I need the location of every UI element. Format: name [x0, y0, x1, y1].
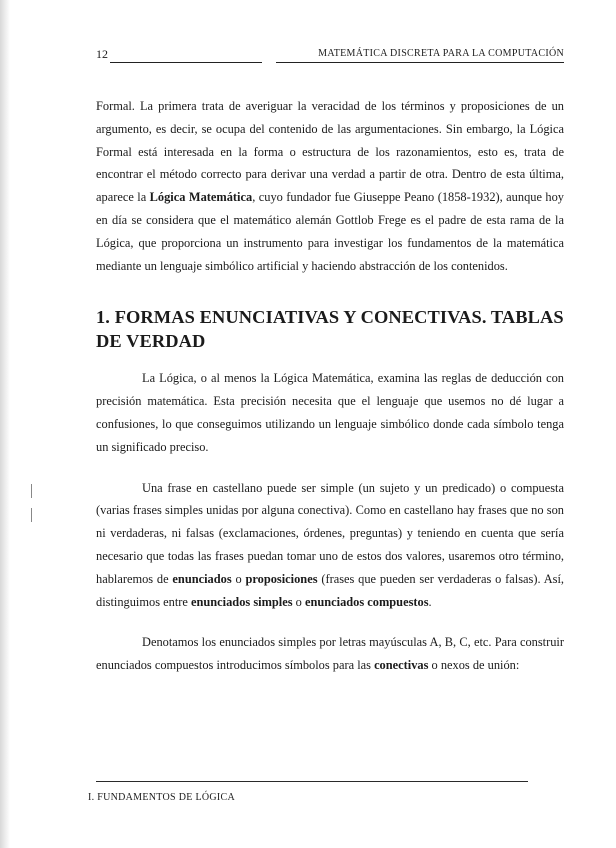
- term-enunciados: enunciados: [172, 571, 232, 586]
- notation-text-end: o nexos de unión:: [428, 658, 520, 673]
- term-proposiciones: proposiciones: [245, 571, 318, 586]
- sentences-text-4: o: [292, 594, 305, 609]
- term-enunciados-compuestos: enunciados compuestos: [304, 594, 429, 609]
- section-heading: 1. FORMAS ENUNCIATIVAS Y CONECTIVAS. TABLAS DE VERDAD: [96, 307, 564, 352]
- intro-paragraph: [96, 95, 564, 277]
- term-conectivas: conectivas: [374, 658, 429, 673]
- footer-rule: [96, 781, 528, 782]
- sentences-paragraph: [96, 477, 564, 614]
- running-header: [96, 44, 564, 64]
- page-number: 12: [96, 47, 108, 61]
- page-content: [96, 95, 564, 677]
- sentences-text-5: .: [428, 594, 432, 609]
- intro-text-start: Formal. La primera trata de averiguar la veracidad de los términos y proposiciones de un argumento, es decir, se ocupa del contenido de las argumentaciones. Sin embargo, la Lógica Formal está interesada en la forma o estructura de los razonamientos, esto es, trata de encontrar el método correcto para derivar una verdad a partir de otra. Dentro de esta última, aparece la: [96, 99, 564, 205]
- logic-paragraph: La Lógica, o al menos la Lógica Matemática, examina las reglas de deducción con precisión matemática. Esta precisión necesita que el lenguaje que usemos no dé lugar a confusiones, lo que conseguimos utilizando un lenguaje simbólico donde cada símbolo tenga un significado preciso.: [96, 371, 564, 454]
- notation-paragraph: [96, 631, 564, 677]
- margin-mark: [31, 508, 32, 522]
- margin-mark: [31, 484, 32, 498]
- intro-text-end: , cuyo fundador fue Giuseppe Peano (1858-1932), aunque hoy en día se considera que el matemático alemán Gottlob Frege es el padre de esta rama de la Lógica, que proporciona un instrumento para investigar los fundamentos de la matemática mediante un lenguaje simbólico artificial y haciendo abstracción de los contenidos.: [96, 190, 564, 273]
- running-header-title: MATEMÁTICA DISCRETA PARA LA COMPUTACIÓN: [318, 48, 564, 59]
- scan-shadow-edge: [0, 0, 10, 848]
- header-rule-gap: [262, 60, 276, 64]
- sentences-text-1: Una frase en castellano puede ser simple (un sujeto y un predicado) o compuesta (varias frases simples unidas por alguna conectiva). Como en castellano hay frases que no son ni verdaderas, ni falsas (exclamaciones, órdenes, preguntas) y teniendo en cuenta que sería necesario que todas las frases puedan tomar uno de estos dos valores, usaremos otro término, hablaremos de: [96, 480, 564, 586]
- notation-text-start: Denotamos los enunciados simples por letras mayúsculas A, B, C, etc. Para construir enunciados compuestos introducimos símbolos para las: [96, 635, 564, 673]
- running-footer: I. FUNDAMENTOS DE LÓGICA: [88, 792, 236, 803]
- intro-bold-term: Lógica Matemática: [149, 190, 253, 205]
- term-enunciados-simples: enunciados simples: [191, 594, 293, 609]
- sentences-text-2: o: [231, 571, 246, 586]
- sentences-text-3: (frases que pueden ser verdaderas o falsas). Así, distinguimos entre: [96, 571, 565, 609]
- header-rule: [110, 62, 564, 63]
